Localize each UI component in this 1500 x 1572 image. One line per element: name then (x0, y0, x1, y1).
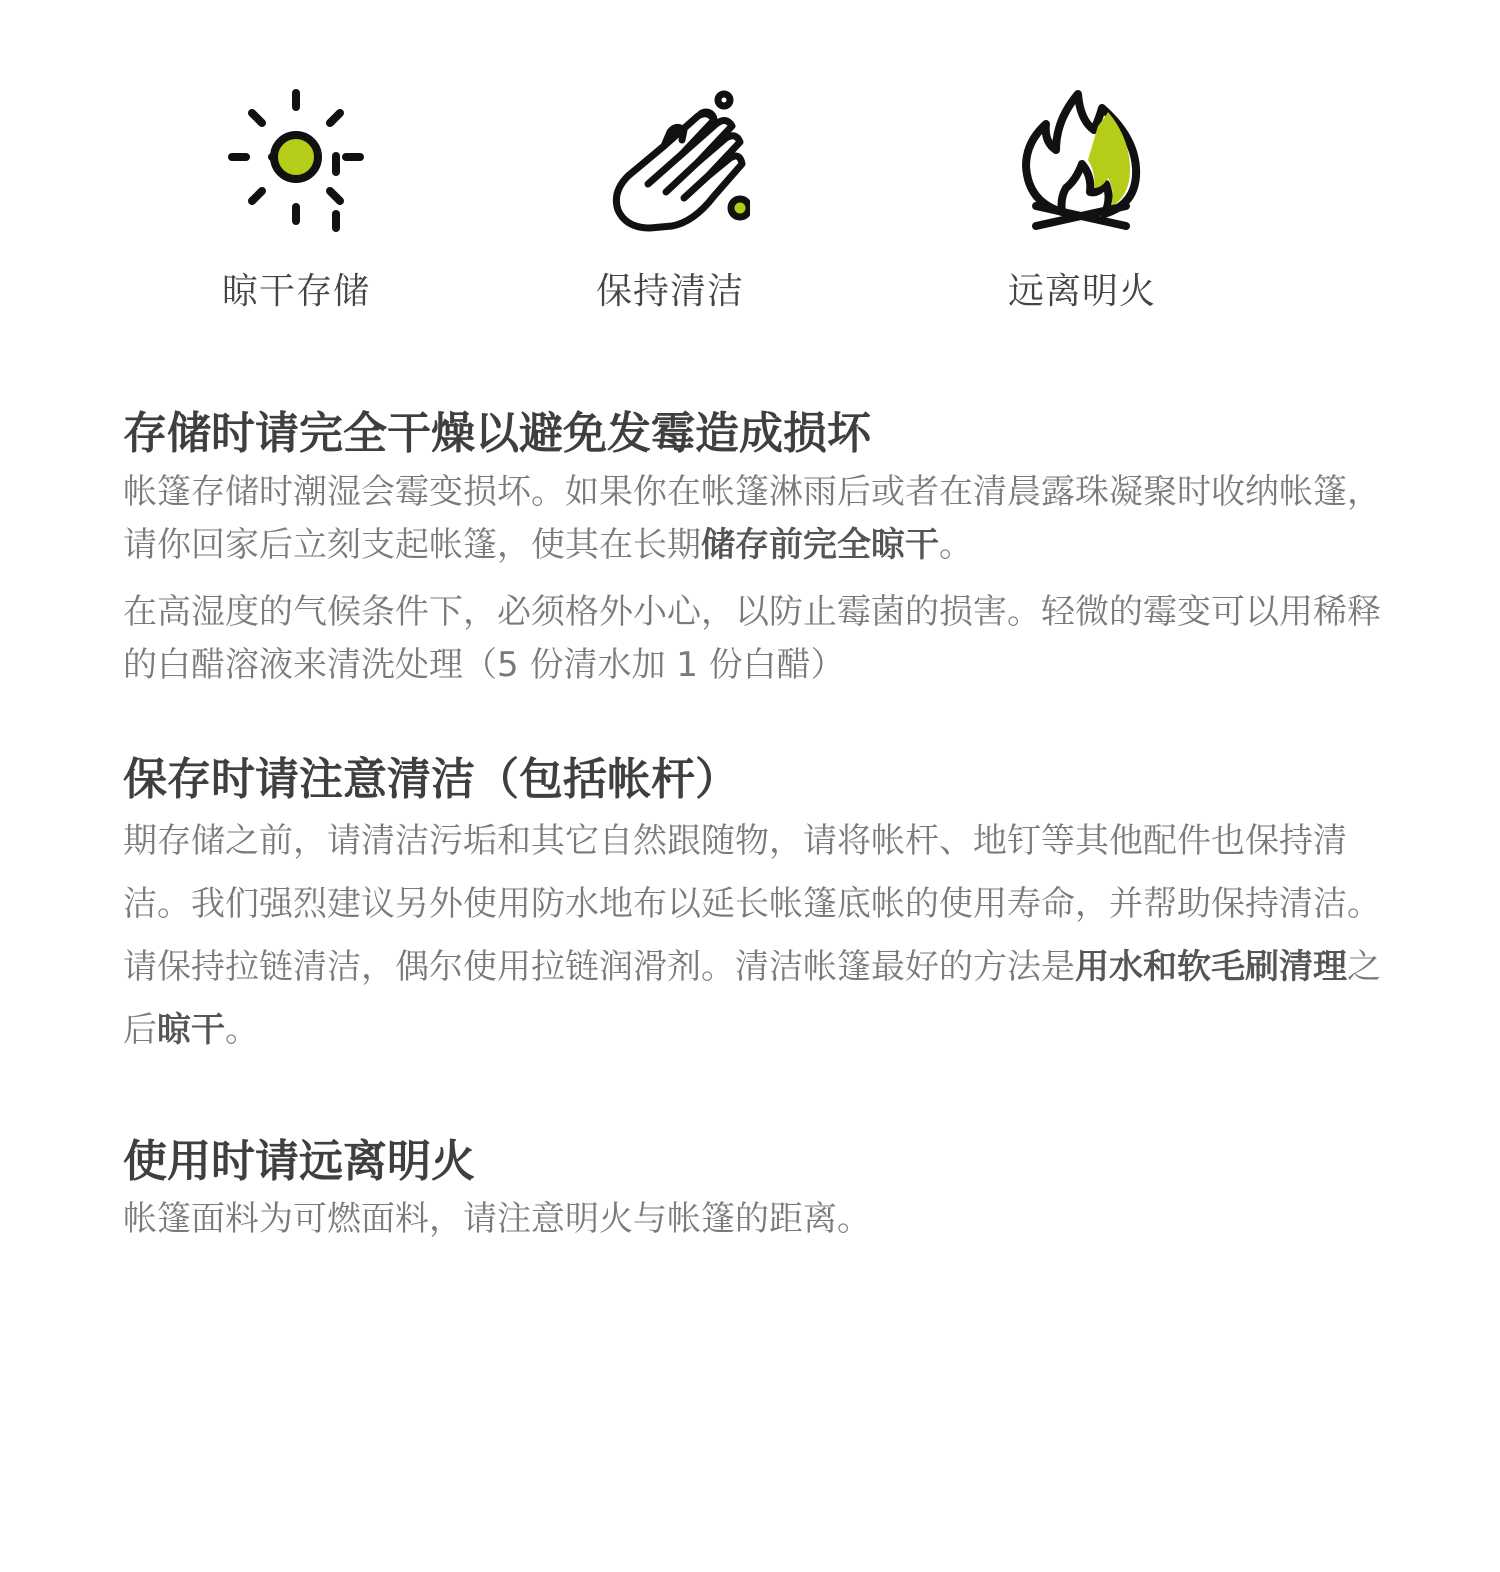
paragraph-text: 。 (225, 1010, 259, 1050)
care-icons-row (0, 0, 1500, 340)
care-label-dry: 晾干存储 (221, 271, 370, 312)
section-title: 保存时请注意清洁（包括帐杆） (123, 754, 739, 805)
care-label-fire: 远离明火 (1007, 271, 1156, 312)
section-title: 使用时请远离明火 (123, 1136, 475, 1187)
paragraph-text: 帐篷存储时潮湿会霉变损坏。如果你在帐篷淋雨后或者在清晨露珠凝聚时收纳帐篷，请你回家后立刻支起帐篷，使其在长期 (123, 472, 1381, 565)
section-paragraph: 帐篷面料为可燃面料，请注意明火与帐篷的距离。 (123, 1199, 871, 1239)
clean-hands-icon (590, 80, 750, 240)
section-paragraph (123, 466, 1383, 572)
section-keep-clean (123, 750, 1383, 1062)
paragraph-emphasis: 储存前完全晾干 (701, 525, 939, 565)
paragraph-text: 。 (939, 525, 973, 565)
section-fire-safety (123, 1132, 1383, 1246)
care-item-clean (550, 80, 790, 314)
paragraph-text: 之后 (123, 947, 1381, 1050)
paragraph-emphasis: 晾干 (157, 1010, 225, 1050)
section-paragraph (123, 810, 1383, 1062)
campfire-icon (1002, 80, 1162, 240)
section-dry-storage (123, 404, 1383, 692)
paragraph-text: 期存储之前，请清洁污垢和其它自然跟随物，请将帐杆、地钉等其他配件也保持清洁。我们强烈建议另外使用防水地布以延长帐篷底帐的使用寿命，并帮助保持清洁。请保持拉链清洁，偶尔使用拉链润滑剂。清洁帐篷最好的方法是 (123, 821, 1381, 987)
care-label-clean: 保持清洁 (595, 271, 744, 312)
section-paragraph: 在高湿度的气候条件下，必须格外小心，以防止霉菌的损害。轻微的霉变可以用稀释的白醋溶液来清洗处理（5 份清水加 1 份白醋） (123, 592, 1381, 685)
paragraph-emphasis: 用水和软毛刷清理 (1075, 947, 1347, 987)
section-title: 存储时请完全干燥以避免发霉造成损坏 (123, 408, 871, 459)
care-instructions (123, 404, 1383, 1246)
care-item-dry (176, 80, 416, 314)
sun-icon (216, 80, 376, 240)
care-item-fire (962, 80, 1202, 314)
